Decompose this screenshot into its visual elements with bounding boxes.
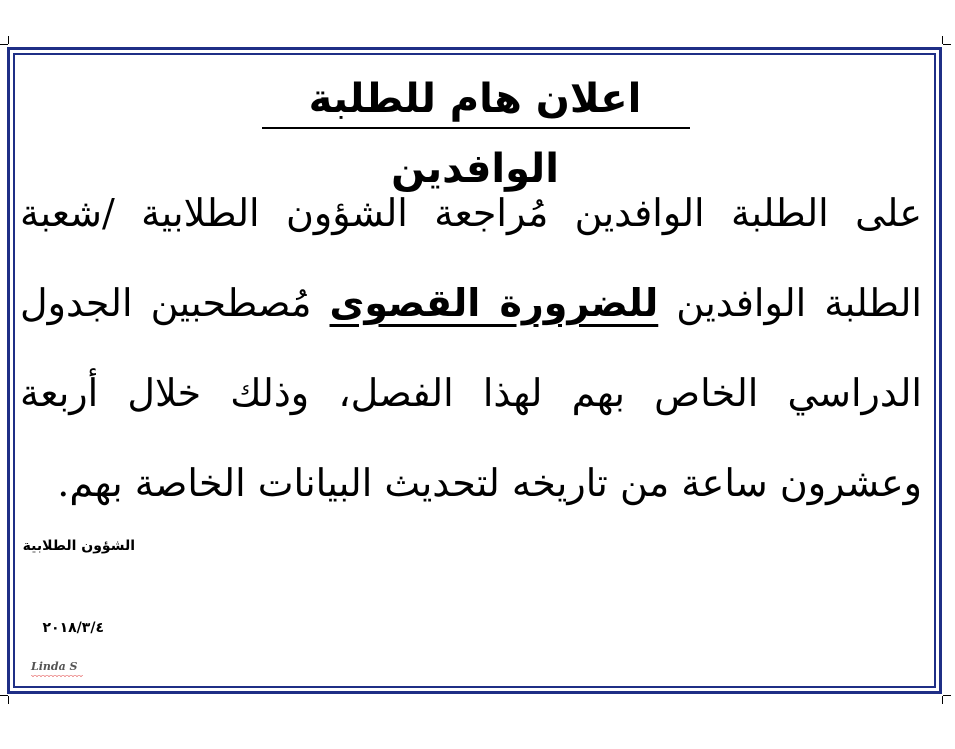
body-emphasis: للضرورة القصوى	[329, 281, 659, 325]
signature-department: الشؤون الطلابية	[22, 538, 135, 554]
body-text-part-1: على الطلبة الوافدين مُراجعة الشؤون الطلابية /شعبة الطلبة الوافدين	[20, 191, 922, 325]
title-underline	[262, 127, 690, 129]
crop-mark-top-right-h	[943, 44, 951, 45]
crop-mark-top-left-h	[0, 44, 8, 45]
crop-mark-bottom-left-v	[8, 696, 9, 704]
spellcheck-underline	[31, 675, 83, 678]
crop-mark-bottom-left-h	[0, 695, 8, 696]
crop-mark-top-left-v	[8, 36, 9, 44]
crop-mark-top-right-v	[942, 36, 943, 44]
announcement-date: ٢٠١٨/٣/٤	[42, 620, 104, 636]
crop-mark-bottom-right-v	[942, 696, 943, 704]
announcement-body	[20, 168, 922, 528]
announcement-title: اعلان هام للطلبة الوافدين	[308, 76, 642, 192]
crop-mark-bottom-right-h	[943, 695, 951, 696]
body-text-part-2: مُصطحبين الجدول الدراسي الخاص بهم لهذا الفصل، وذلك خلال أربعة وعشرون ساعة من تاريخه لتحديث البيانات الخاصة بهم.	[20, 281, 922, 505]
author-name: Linda S	[31, 660, 78, 673]
